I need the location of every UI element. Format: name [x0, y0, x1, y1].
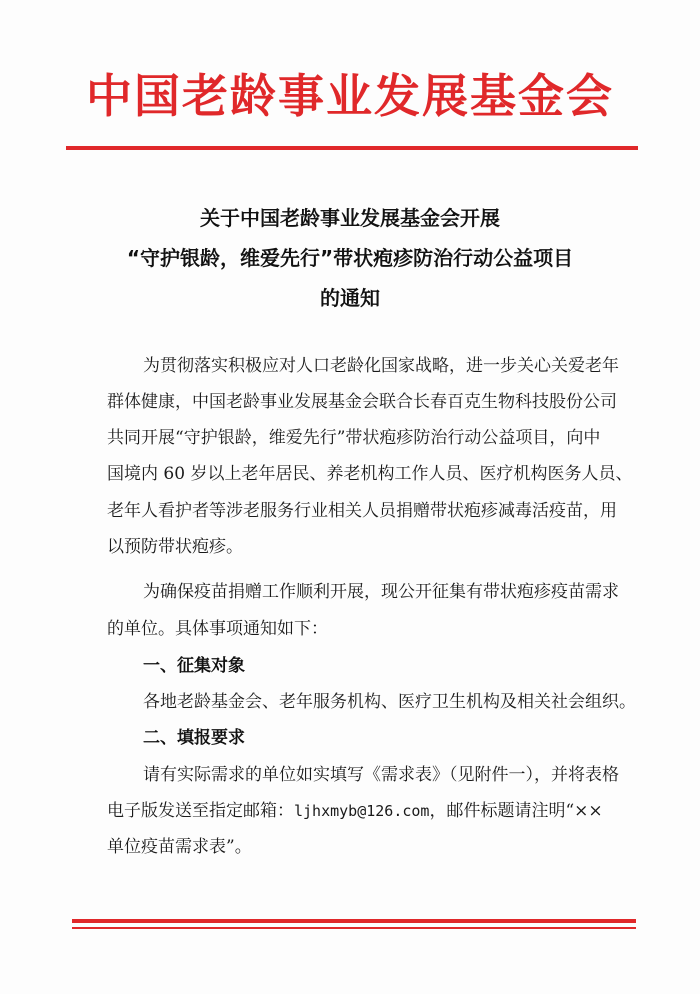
section-heading-requirements: 二、填报要求	[143, 728, 245, 748]
title-line-2: “守护银龄，维爱先行”带状疱疹防治行动公益项目	[126, 246, 574, 270]
section-2-line: 请有实际需求的单位如实填写《需求表》（见附件一），并将表格	[143, 765, 619, 785]
footer-divider-thin	[72, 927, 636, 929]
document-title	[0, 198, 700, 318]
email-prefix-text: 电子版发送至指定邮箱：	[107, 801, 294, 821]
paragraph-1-line: 群体健康，中国老龄事业发展基金会联合长春百克生物科技股份公司	[107, 392, 617, 412]
section-2-line	[107, 799, 603, 823]
title-line-3: 的通知	[320, 286, 380, 310]
footer-divider-thick	[72, 919, 636, 923]
section-1-text: 各地老龄基金会、老年服务机构、医疗卫生机构及相关社会组织。	[143, 692, 636, 712]
paragraph-2-line: 为确保疫苗捐赠工作顺利开展，现公开征集有带状疱疹疫苗需求	[143, 582, 619, 602]
title-line-1: 关于中国老龄事业发展基金会开展	[200, 206, 500, 230]
paragraph-2-line: 的单位。具体事项通知如下：	[107, 619, 328, 639]
email-address: ljhxmyb@126.com	[294, 802, 430, 820]
letterhead-divider	[66, 146, 638, 150]
paragraph-1-line: 以预防带状疱疹。	[107, 537, 243, 557]
email-suffix-text: ，邮件标题请注明“××	[429, 801, 603, 821]
paragraph-1-line: 国境内 60 岁以上老年居民、养老机构工作人员、医疗机构医务人员、	[107, 464, 633, 484]
paragraph-1-line: 老年人看护者等涉老服务行业相关人员捐赠带状疱疹减毒活疫苗，用	[107, 501, 617, 521]
paragraph-1-line: 共同开展“守护银龄，维爱先行”带状疱疹防治行动公益项目，向中	[107, 428, 601, 448]
organization-letterhead: 中国老龄事业发展基金会	[86, 69, 614, 123]
section-2-line: 单位疫苗需求表”。	[107, 837, 252, 857]
paragraph-1-line: 为贯彻落实积极应对人口老龄化国家战略，进一步关心关爱老年	[143, 356, 619, 376]
section-heading-targets: 一、征集对象	[143, 656, 245, 676]
